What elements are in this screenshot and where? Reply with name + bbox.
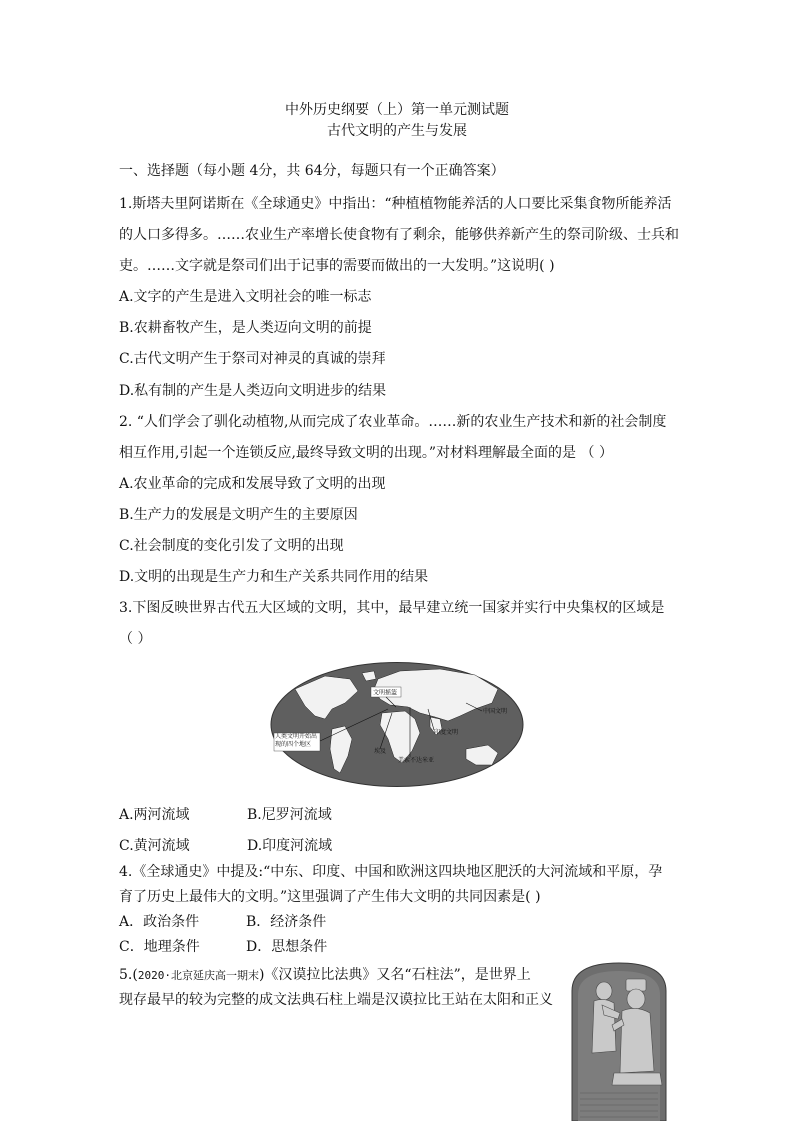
- q2-option-b: B.生产力的发展是文明产生的主要原因: [119, 507, 358, 523]
- map-label-mesopotamia: 美索不达米亚: [398, 757, 435, 764]
- q3-line-2: （ ）: [119, 631, 152, 647]
- section-heading: 一、选择题（每小题 4分，共 64分，每题只有一个正确答案）: [119, 163, 505, 179]
- q4-option-b: B．经济条件: [246, 914, 327, 930]
- q2-line-2: 相互作用,引起一个连锁反应,最终导致文明的出现。”对材料理解最全面的是 （ ）: [119, 445, 613, 461]
- hammurabi-stele-image: [564, 961, 674, 1121]
- q5-source: 2020·北京延庆高一期末: [137, 969, 259, 982]
- map-label-cradle: 文明摇篮: [373, 689, 398, 697]
- q3-option-b: B.尼罗河流域: [247, 807, 332, 823]
- q2-option-c: C.社会制度的变化引发了文明的出现: [119, 538, 344, 554]
- q3-option-c: C.黄河流域: [119, 838, 190, 854]
- q5-line-2: 现存最早的较为完整的成文法典石柱上端是汉谟拉比王站在太阳和正义: [119, 992, 553, 1008]
- q2-option-a: A.农业革命的完成和发展导致了文明的出现: [119, 476, 386, 492]
- q4-line-1: 4.《全球通史》中提及:“中东、印度、中国和欧洲这四块地区肥沃的大河流域和平原，孕: [119, 864, 663, 880]
- q2-line-1: 2. “人们学会了驯化动植物,从而完成了农业革命。……新的农业生产技术和新的社会制度: [119, 414, 667, 430]
- q1-option-d: D.私有制的产生是人类迈向文明进步的结果: [119, 383, 387, 399]
- doc-subtitle: 古代文明的产生与发展: [327, 123, 467, 139]
- q1-line-3: 吏。……文字就是祭司们出于记事的需要而做出的一大发明。”这说明( ): [119, 258, 555, 274]
- q1-option-c: C.古代文明产生于祭司对神灵的真诚的崇拜: [119, 351, 386, 367]
- q3-option-d: D.印度河流域: [247, 838, 333, 854]
- map-label-china: 中国文明: [483, 708, 508, 715]
- q4-option-a: A．政治条件: [119, 914, 200, 930]
- q5-line-1: [119, 966, 531, 985]
- q4-option-c: C．地理条件: [119, 939, 200, 955]
- world-civilization-map: [270, 661, 524, 788]
- q1-line-1: 1.斯塔夫里阿诺斯在《全球通史》中指出：“种植植物能养活的人口要比采集食物所能养活: [119, 196, 672, 212]
- q4-line-2: 育了历史上最伟大的文明。”这里强调了产生伟大文明的共同因素是( ): [119, 889, 541, 905]
- q5-line1-rest: )《汉谟拉比法典》又名“石柱法”，是世界上: [258, 967, 531, 983]
- q5-prefix: 5.(: [119, 967, 138, 983]
- q1-option-b: B.农耕畜牧产生，是人类迈向文明的前提: [119, 320, 372, 336]
- map-label-india: 印度文明: [434, 729, 459, 736]
- q3-line-1: 3.下图反映世界古代五大区域的文明，其中，最早建立统一国家并实行中央集权的区域是: [119, 600, 665, 616]
- q3-option-a: A.两河流域: [119, 807, 190, 823]
- q4-option-d: D．思想条件: [246, 939, 328, 955]
- q2-option-d: D.文明的出现是生产力和生产关系共同作用的结果: [119, 569, 429, 585]
- map-label-egypt: 埃及: [374, 748, 387, 755]
- q1-option-a: A.文字的产生是进入文明社会的唯一标志: [119, 289, 372, 305]
- q1-line-2: 的人口多得多。……农业生产率增长使食物有了剩余，能够供养新产生的祭司阶级、士兵和: [119, 227, 679, 243]
- doc-title: 中外历史纲要（上）第一单元测试题: [285, 102, 509, 118]
- map-label-four-regions: 人类文明开始出现的四个地区: [275, 733, 318, 748]
